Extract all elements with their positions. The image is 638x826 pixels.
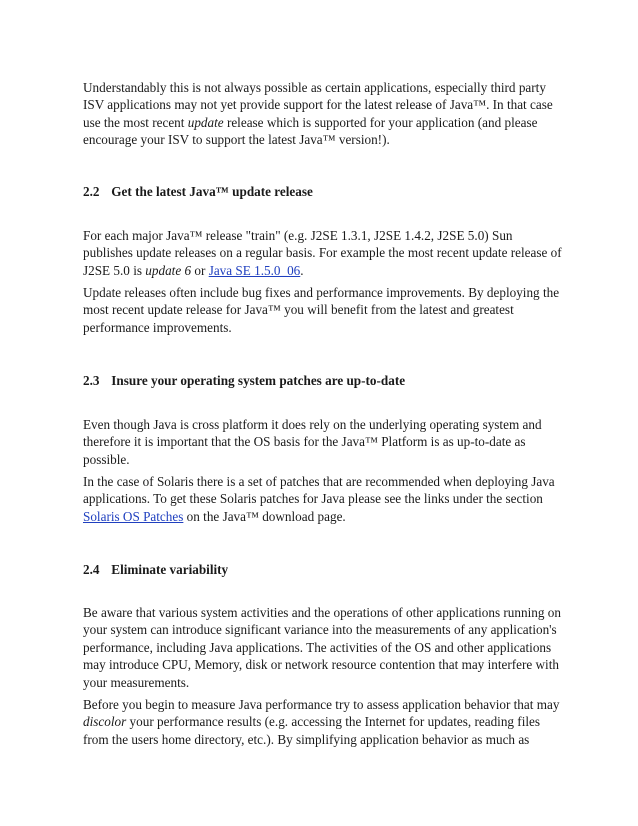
text-line: publishes update releases on a regular basis. For example the most recent update release of <box>83 245 562 261</box>
s24-paragraph-1 <box>83 604 561 691</box>
text-line: performance, including Java applications. The activities of the OS and other applications <box>83 639 552 655</box>
text-line: Before you begin to measure Java performance try to assess application behavior that may <box>83 697 560 712</box>
text-line: your measurements. <box>83 674 190 690</box>
section-number: 2.2 <box>83 184 100 199</box>
intro-paragraph <box>83 79 553 149</box>
text-line: performance improvements. <box>83 319 232 335</box>
text-line: most recent update release for Java™ you will benefit from the latest and greatest <box>83 302 514 318</box>
text-line: use the most recent update release which is supported for your application (and please <box>83 114 538 130</box>
text-line: For each major Java™ release "train" (e.g. J2SE 1.3.1, J2SE 1.4.2, J2SE 5.0) Sun <box>83 228 513 243</box>
section-heading-2-2 <box>83 183 313 200</box>
text-line: may introduce CPU, Memory, disk or network resource contention that may interfere with <box>83 657 559 673</box>
text-line: therefore it is important that the OS basis for the Java™ Platform is as up-to-date as <box>83 434 526 450</box>
s23-paragraph-1 <box>83 416 542 468</box>
s22-paragraph-2 <box>83 284 559 336</box>
s24-paragraph-2 <box>83 696 559 748</box>
s23-paragraph-2 <box>83 473 555 525</box>
section-title: Insure your operating system patches are up-to-date <box>111 373 406 388</box>
section-title: Eliminate variability <box>111 562 229 577</box>
text-line: applications. To get these Solaris patches for Java please see the links under the section <box>83 491 543 507</box>
emphasis-update: update <box>187 114 224 130</box>
section-title: Get the latest Java™ update release <box>111 184 313 199</box>
section-heading-2-3 <box>83 372 405 389</box>
text-line: discolor your performance results (e.g. accessing the Internet for updates, reading files <box>83 714 541 730</box>
text-line: Update releases often include bug fixes and performance improvements. By deploying the <box>83 285 560 300</box>
text-line: Even though Java is cross platform it does rely on the underlying operating system and <box>83 417 542 432</box>
text-line: ISV applications may not yet provide support for the latest release of Java™. In that case <box>83 97 553 113</box>
section-number: 2.3 <box>83 373 100 388</box>
text-line: from the users home directory, etc.). By simplifying application behavior as much as <box>83 731 530 747</box>
solaris-os-patches-link[interactable]: Solaris OS Patches <box>83 508 184 524</box>
text-line: Understandably this is not always possible as certain applications, especially third party <box>83 80 546 95</box>
emphasis-discolor: discolor <box>83 714 127 730</box>
section-heading-2-4 <box>83 561 228 578</box>
emphasis-update-6: update 6 <box>145 262 192 278</box>
text-line: Solaris OS Patches on the Java™ download page. <box>83 508 346 524</box>
s22-paragraph-1 <box>83 227 562 279</box>
text-line: encourage your ISV to support the latest Java™ version!). <box>83 132 390 148</box>
text-line: possible. <box>83 451 130 467</box>
section-number: 2.4 <box>83 562 100 577</box>
text-line: In the case of Solaris there is a set of patches that are recommended when deploying Java <box>83 474 555 489</box>
text-line: J2SE 5.0 is update 6 or Java SE 1.5.0_06. <box>83 262 304 278</box>
text-line: Be aware that various system activities and the operations of other applications running on <box>83 605 561 620</box>
text-line: your system can introduce significant variance into the measurements of any application's <box>83 622 557 638</box>
java-se-link[interactable]: Java SE 1.5.0_06 <box>208 262 301 278</box>
